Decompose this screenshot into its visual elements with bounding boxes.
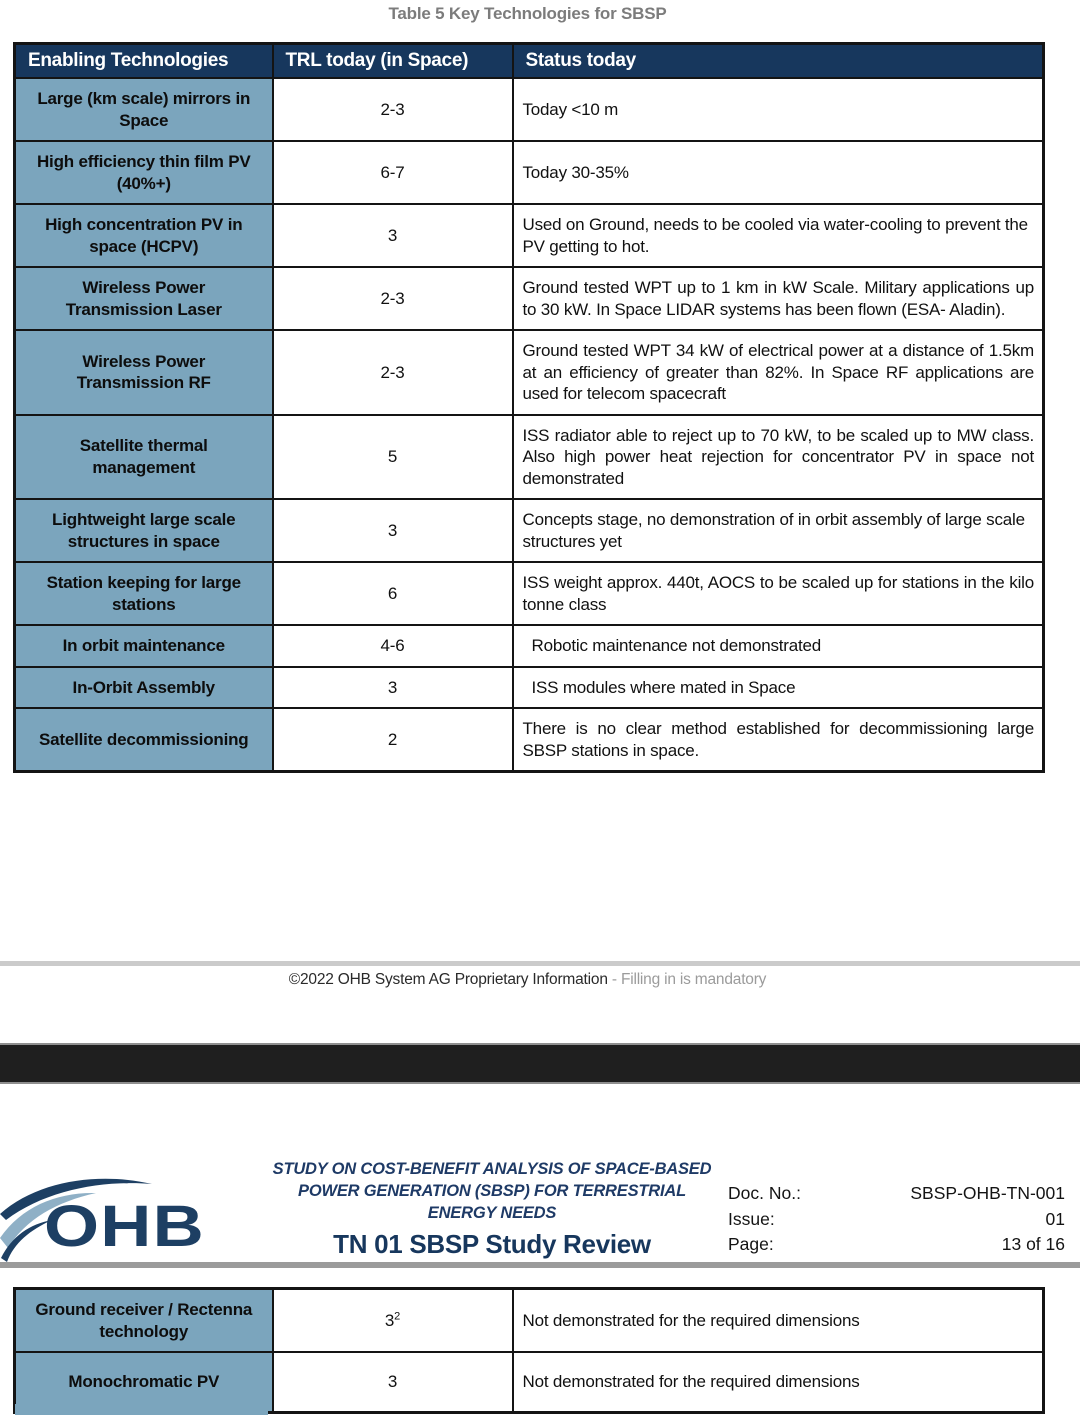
trl-value: 6-7 [380, 162, 405, 182]
table-row [15, 204, 1044, 267]
status-cell: ISS weight approx. 440t, AOCS to be scaled up for stations in the kilo tonne class [513, 562, 1044, 625]
study-title-line3: ENERGY NEEDS [427, 1204, 557, 1222]
tech-cell: High concentration PV in space (HCPV) [15, 204, 273, 267]
trl-cell [273, 625, 513, 667]
status-cell: Robotic maintenance not demonstrated [513, 625, 1044, 667]
trl-cell [273, 141, 513, 204]
column-header-status-today: Status today [513, 44, 1044, 79]
status-cell: ISS radiator able to reject up to 70 kW, to be scaled up to MW class. Also high power heat rejection for concentrator PV in space not demonstrated [513, 415, 1044, 500]
trl-cell [273, 330, 513, 415]
status-cell: Today 30-35% [513, 141, 1044, 204]
tech-cell: Wireless Power Transmission Laser [15, 267, 273, 330]
letterhead-titles [253, 1158, 731, 1260]
trl-value: 2-3 [380, 288, 405, 308]
study-title-line1: STUDY ON COST-BENEFIT ANALYSIS OF SPACE-BASED [272, 1160, 712, 1178]
trl-cell [273, 415, 513, 500]
table-row [15, 78, 1044, 141]
trl-value: 3 [387, 1372, 398, 1392]
meta-label: Doc. No.: [728, 1183, 801, 1203]
study-title-line2: POWER GENERATION (SBSP) FOR TERRESTRIAL [298, 1182, 686, 1200]
status-cell: Not demonstrated for the required dimensions [513, 1289, 1044, 1353]
trl-value: 3 [387, 677, 398, 697]
ohb-logo-text: OHB [44, 1194, 205, 1259]
footer-copyright: ©2022 OHB System AG Proprietary Information [288, 971, 608, 988]
table-row [15, 330, 1044, 415]
trl-value: 4-6 [380, 636, 405, 655]
tech-cell: Satellite thermal management [15, 415, 273, 500]
trl-cell [273, 708, 513, 772]
tech-cell: In orbit maintenance [15, 625, 273, 667]
table-row [15, 415, 1044, 500]
tech-cell: Monochromatic PV [15, 1352, 273, 1413]
trl-cell [273, 267, 513, 330]
footer-separator: - [611, 971, 617, 988]
key-technologies-table [13, 42, 1045, 773]
meta-value: 13 of 16 [1001, 1234, 1065, 1254]
trl-cell [273, 499, 513, 562]
table-caption: Table 5 Key Technologies for SBSP [388, 4, 667, 23]
trl-value: 2-3 [380, 362, 405, 382]
tech-cell: Wireless Power Transmission RF [15, 330, 273, 415]
status-cell: Not demonstrated for the required dimensions [513, 1352, 1044, 1413]
meta-row [728, 1232, 1065, 1258]
tech-cell: Satellite decommissioning [15, 708, 273, 772]
document-meta [728, 1181, 1065, 1258]
meta-label: Page: [728, 1234, 774, 1254]
column-header-enabling-technologies: Enabling Technologies [15, 44, 273, 79]
tech-cell: Station keeping for large stations [15, 562, 273, 625]
table-row [15, 267, 1044, 330]
tech-cell: Large (km scale) mirrors in Space [15, 78, 273, 141]
meta-value: SBSP-OHB-TN-001 [910, 1183, 1065, 1203]
tech-cell: In-Orbit Assembly [15, 667, 273, 709]
status-cell: Used on Ground, needs to be cooled via water-cooling to prevent the PV getting to hot. [513, 204, 1044, 267]
trl-cell [273, 667, 513, 709]
trl-value: 2 [387, 729, 398, 749]
meta-value: 01 [1045, 1208, 1065, 1229]
footer-note: Filling in is mandatory [620, 971, 767, 988]
trl-value: 3 [387, 225, 398, 245]
ohb-logo [0, 1172, 260, 1268]
table-row [15, 708, 1044, 772]
column-header-trl-today: TRL today (in Space) [273, 44, 513, 79]
status-cell: There is no clear method established for decommissioning large SBSP stations in space. [513, 708, 1044, 772]
trl-value: 2-3 [380, 99, 405, 119]
table-row [15, 667, 1044, 709]
table-row [15, 562, 1044, 625]
meta-label: Issue: [728, 1208, 775, 1229]
study-title [253, 1158, 731, 1224]
trl-value: 3 [384, 1310, 395, 1330]
trl-footnote-marker: 2 [394, 1310, 401, 1323]
table-row [15, 499, 1044, 562]
tech-cell: Ground receiver / Rectenna technology [15, 1289, 273, 1353]
table-header-row [15, 44, 1044, 79]
tech-cell: High efficiency thin film PV (40%+) [15, 141, 273, 204]
tech-cell: Lightweight large scale structures in space [15, 499, 273, 562]
key-technologies-table-continued [13, 1287, 1045, 1414]
trl-cell [273, 1352, 513, 1413]
trl-cell [273, 78, 513, 141]
trl-value: 6 [387, 583, 398, 603]
document-title: TN 01 SBSP Study Review [333, 1229, 651, 1259]
table-row [15, 625, 1044, 667]
letterhead-rule [0, 1262, 1080, 1268]
status-cell: Ground tested WPT 34 kW of electrical power at a distance of 1.5km at an efficiency of greater than 82%. In Space RF applications are used for telecom spacecraft [513, 330, 1044, 415]
trl-value: 3 [387, 520, 398, 540]
trl-cell [273, 562, 513, 625]
status-cell: Concepts stage, no demonstration of in orbit assembly of large scale structures yet [513, 499, 1044, 562]
meta-row [728, 1207, 1065, 1233]
status-cell: ISS modules where mated in Space [513, 667, 1044, 709]
page-footer [13, 971, 1042, 989]
table-row [15, 1289, 1044, 1353]
trl-cell [273, 204, 513, 267]
trl-cell [273, 1289, 513, 1353]
page-divider-rule [0, 961, 1080, 966]
page-break-bar [0, 1043, 1080, 1084]
next-row-partial-cell [15, 1404, 268, 1415]
table-row [15, 141, 1044, 204]
meta-row [728, 1181, 1065, 1207]
trl-value: 5 [387, 447, 398, 466]
status-cell: Ground tested WPT up to 1 km in kW Scale. Military applications up to 30 kW. In Space LIDAR systems has been flown (ESA- Aladin). [513, 267, 1044, 330]
status-cell: Today <10 m [513, 78, 1044, 141]
